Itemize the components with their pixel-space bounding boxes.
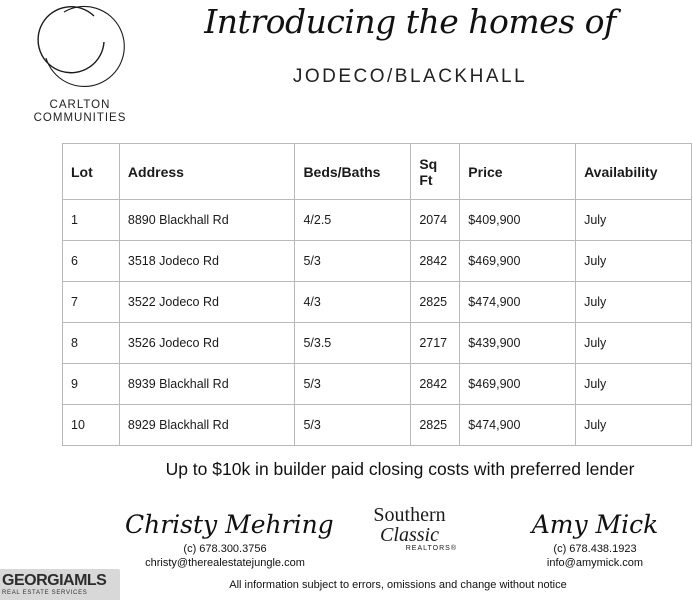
price-cell: $474,900	[460, 282, 576, 323]
beds-baths-cell: 4/3	[295, 282, 411, 323]
column-header: Beds/Baths	[295, 144, 411, 200]
table-row	[63, 241, 692, 282]
price-cell: $469,900	[460, 364, 576, 405]
table-row	[63, 282, 692, 323]
promo-text: Up to $10k in builder paid closing costs with preferred lender	[165, 459, 635, 479]
lot-cell: 10	[63, 405, 120, 446]
brand-name-line2: COMMUNITIES	[33, 112, 127, 124]
lot-cell: 7	[63, 282, 120, 323]
sqft-cell: 2717	[411, 323, 460, 364]
availability-cell: July	[576, 323, 692, 364]
lot-cell: 8	[63, 323, 120, 364]
lot-cell: 6	[63, 241, 120, 282]
georgia-mls-badge	[0, 569, 120, 600]
column-header: Price	[460, 144, 576, 200]
beds-baths-cell: 5/3.5	[295, 323, 411, 364]
price-cell: $469,900	[460, 241, 576, 282]
table-row	[63, 323, 692, 364]
agent-left-contact	[125, 508, 334, 570]
community-title: JODECO/BLACKHALL	[292, 66, 528, 87]
lot-cell: 9	[63, 364, 120, 405]
sqft-cell: 2842	[411, 364, 460, 405]
sqft-cell: 2074	[411, 200, 460, 241]
availability-cell: July	[576, 241, 692, 282]
circle-logo-icon	[34, 2, 126, 92]
beds-baths-cell: 5/3	[295, 364, 411, 405]
sqft-cell: 2825	[411, 282, 460, 323]
agent-left-email[interactable]: christy@therealestatejungle.com	[145, 557, 305, 569]
address-cell: 3522 Jodeco Rd	[119, 282, 295, 323]
agent-right-signature: Amy Mick	[531, 510, 659, 539]
column-header: Address	[119, 144, 295, 200]
lot-cell: 1	[63, 200, 120, 241]
table-row	[63, 405, 692, 446]
address-cell: 8929 Blackhall Rd	[119, 405, 295, 446]
table-header-row	[63, 144, 692, 200]
address-cell: 3526 Jodeco Rd	[119, 323, 295, 364]
carlton-communities-logo	[30, 2, 130, 124]
realtor-logo-word1: Southern	[373, 504, 446, 526]
agent-right-phone: (c) 678.438.1923	[553, 543, 637, 555]
column-header: Availability	[576, 144, 692, 200]
address-cell: 8890 Blackhall Rd	[119, 200, 295, 241]
agent-right-contact	[500, 508, 690, 570]
availability-cell: July	[576, 200, 692, 241]
mls-tagline: REAL ESTATE SERVICES	[2, 590, 88, 596]
column-header: Lot	[63, 144, 120, 200]
price-cell: $409,900	[460, 200, 576, 241]
beds-baths-cell: 5/3	[295, 405, 411, 446]
disclaimer: All information subject to errors, omissions and change without notice	[229, 579, 567, 591]
realtor-logo-word2: Classic	[380, 524, 439, 546]
sqft-cell: 2842	[411, 241, 460, 282]
script-title: Introducing the homes of	[204, 2, 616, 41]
agent-right-email[interactable]: info@amymick.com	[546, 557, 644, 569]
table-row	[63, 200, 692, 241]
lots-table	[62, 143, 692, 446]
realtor-logo-word3: REALTORS®	[405, 545, 457, 552]
availability-cell: July	[576, 282, 692, 323]
availability-cell: July	[576, 405, 692, 446]
brand-name-line1: CARLTON	[49, 99, 111, 111]
southern-classic-logo	[352, 505, 467, 552]
agent-left-signature: Christy Mehring	[125, 510, 334, 539]
availability-cell: July	[576, 364, 692, 405]
price-cell: $439,900	[460, 323, 576, 364]
agent-left-phone: (c) 678.300.3756	[183, 543, 267, 555]
beds-baths-cell: 4/2.5	[295, 200, 411, 241]
beds-baths-cell: 5/3	[295, 241, 411, 282]
sqft-cell: 2825	[411, 405, 460, 446]
address-cell: 3518 Jodeco Rd	[119, 241, 295, 282]
address-cell: 8939 Blackhall Rd	[119, 364, 295, 405]
mls-name: GEORGIAMLS	[2, 572, 107, 589]
column-header: Sq Ft	[411, 144, 460, 200]
price-cell: $474,900	[460, 405, 576, 446]
table-row	[63, 364, 692, 405]
